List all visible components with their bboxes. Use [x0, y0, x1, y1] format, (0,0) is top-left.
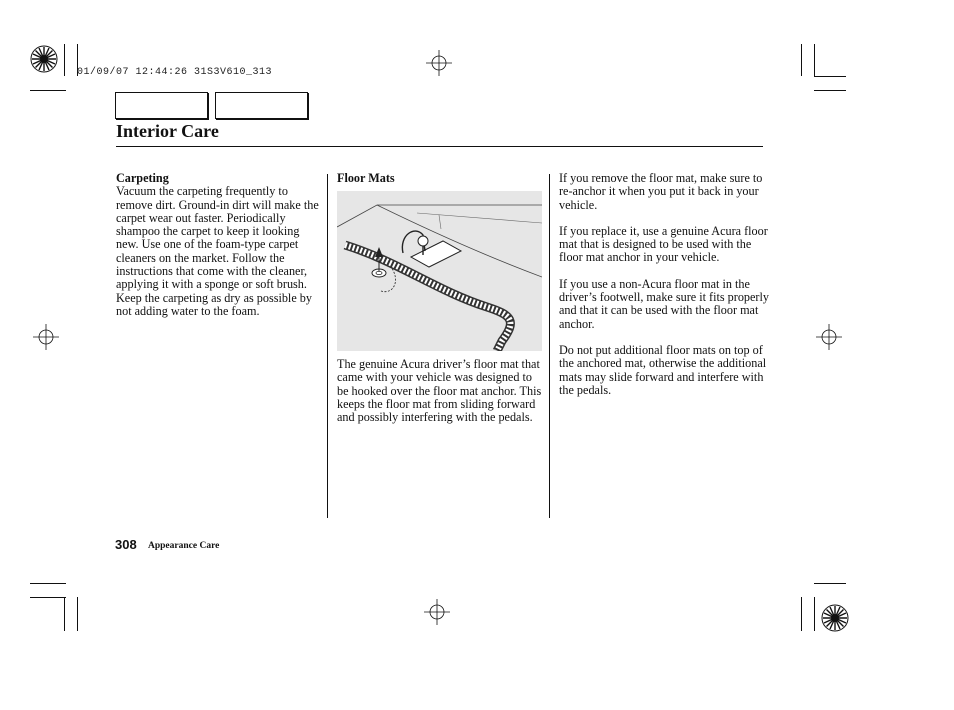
- crop-mark: [814, 597, 815, 631]
- print-timestamp: 01/09/07 12:44:26 31S3V610_313: [77, 67, 273, 78]
- title-divider: [116, 146, 763, 147]
- floor-mat-anchor-illustration: [337, 191, 542, 351]
- carpeting-section: [116, 172, 322, 331]
- guidance-paragraph-non-acura: If you use a non-Acura floor mat in the driver’s footwell, make sure it fits properly and that it can be used with the floor mat anchor.: [559, 276, 769, 331]
- column-divider-2: [549, 174, 550, 518]
- carpeting-heading: Carpeting: [116, 171, 169, 185]
- header-tab-box-2: [215, 92, 308, 119]
- header-tab-box-1: [115, 92, 208, 119]
- crop-mark: [77, 597, 78, 631]
- column-divider-1: [327, 174, 328, 518]
- crop-mark: [814, 76, 846, 77]
- crosshair-right-icon: [816, 324, 842, 350]
- registration-sunburst-bottom-right-icon: [820, 603, 850, 633]
- crop-mark: [814, 44, 815, 76]
- guidance-paragraph-replace: If you replace it, use a genuine Acura floor mat that is designed to be used with the floor mat anchor in your vehicle.: [559, 223, 768, 265]
- crop-mark: [814, 90, 846, 91]
- page-number: 308: [115, 537, 137, 552]
- carpeting-body: Vacuum the carpeting frequently to remove dirt. Ground-in dirt will make the carpet wear out faster. Periodically shampoo the carpet to keep it looking new. Use one of the foam-type carpet cleaners on the market. Follow the instructions that come with the cleaner, applying it with a sponge or soft brush. Keep the carpeting as dry as possible by not adding water to the foam.: [116, 184, 319, 318]
- crop-mark: [64, 597, 65, 631]
- guidance-paragraph-additional-mats: Do not put additional floor mats on top of the anchored mat, otherwise the additional mats may slide forward and interfere with the pedals.: [559, 342, 767, 397]
- guidance-paragraph-reanchor: If you remove the floor mat, make sure to re-anchor it when you put it back in your vehicle.: [559, 171, 763, 212]
- floor-mats-body: The genuine Acura driver’s floor mat that came with your vehicle was designed to be hooked over the floor mat anchor. This keeps the floor mat from sliding forward and possibly interfering with the pedals.: [337, 357, 542, 425]
- crop-mark: [801, 597, 802, 631]
- page-title: Interior Care: [116, 121, 219, 141]
- floor-mat-guidance-section: [559, 172, 769, 410]
- crop-mark: [30, 597, 66, 598]
- crop-mark: [64, 44, 65, 76]
- crop-mark: [801, 44, 802, 76]
- registration-sunburst-top-left-icon: [29, 44, 59, 74]
- floor-mats-section: [337, 358, 543, 437]
- section-name: Appearance Care: [148, 541, 220, 551]
- crosshair-bottom-icon: [424, 599, 450, 625]
- crosshair-top-icon: [426, 50, 452, 76]
- crop-mark: [30, 583, 66, 584]
- crosshair-left-icon: [33, 324, 59, 350]
- floor-mats-heading-block: [337, 172, 543, 185]
- crop-mark: [814, 583, 846, 584]
- floor-mat-anchor-drawing: [337, 191, 542, 351]
- crop-mark: [30, 90, 66, 91]
- floor-mats-heading: Floor Mats: [337, 171, 395, 185]
